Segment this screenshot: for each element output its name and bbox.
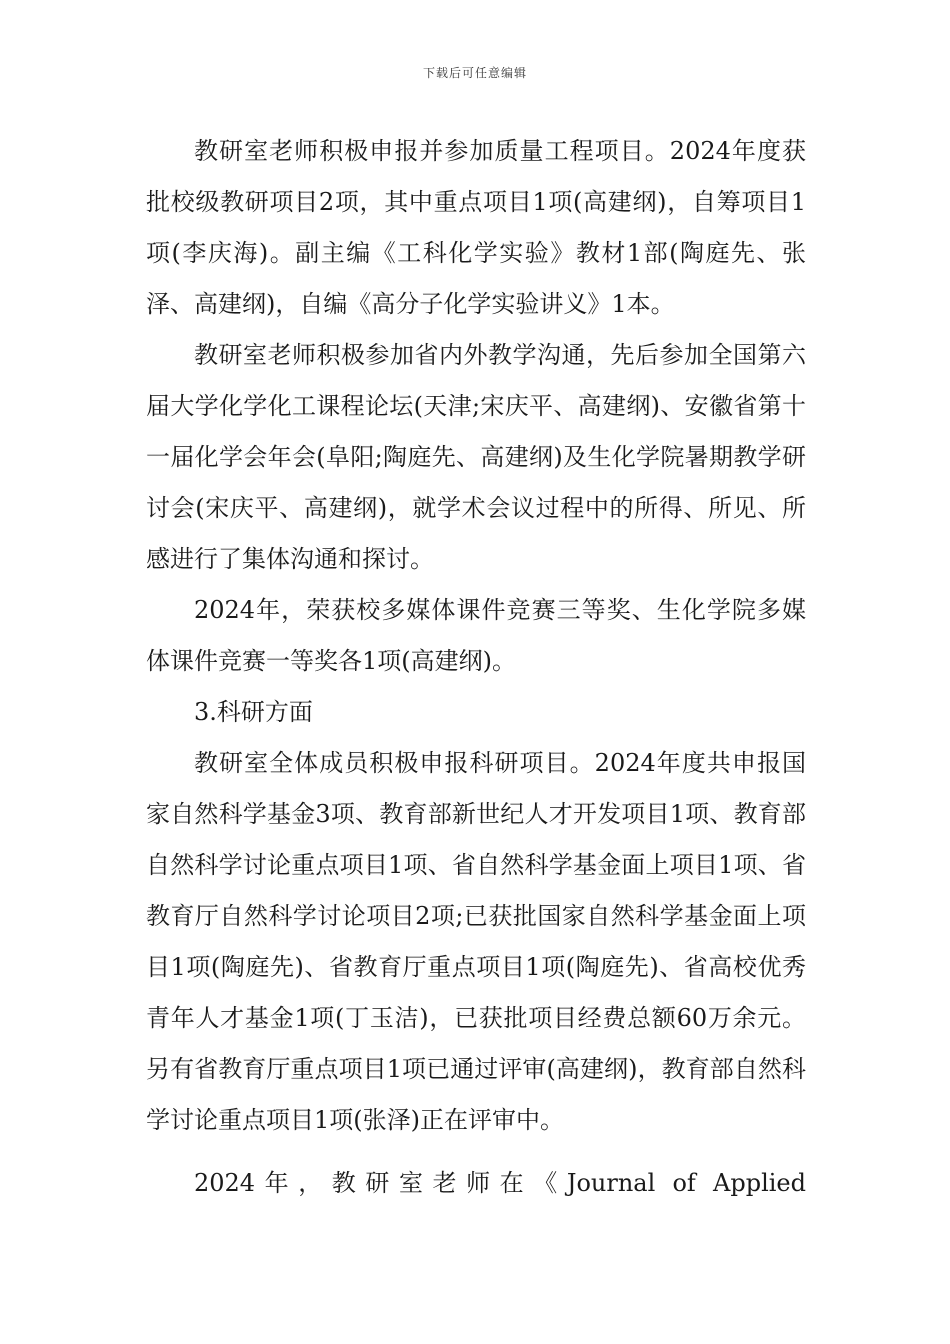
- page-header: 下载后可任意编辑: [422, 66, 527, 80]
- paragraph-teaching-exchange: 教研室老师积极参加省内外教学沟通，先后参加全国第六届大学化学化工课程论坛(天津;宋庆平、高建纲)、安徽省第十一届化学会年会(阜阳;陶庭先、高建纲)及生化学院暑期教学研讨会(宋庆平、高建纲)，就学术会议过程中的所得、所见、所感进行了集体沟通和探讨。: [146, 341, 806, 573]
- paragraph-courseware-awards: 2024年，荣获校多媒体课件竞赛三等奖、生化学院多媒体课件竞赛一等奖各1项(高建纲)。: [146, 596, 806, 675]
- paragraph-publications: 2024年，教研室老师在《Journal of Applied: [194, 1169, 806, 1197]
- section-heading-research: 3.科研方面: [194, 698, 313, 726]
- paragraph-quality-projects: 教研室老师积极申报并参加质量工程项目。2024年度获批校级教研项目2项，其中重点项目1项(高建纲)，自筹项目1项(李庆海)。副主编《工科化学实验》教材1部(陶庭先、张泽、高建纲)，自编《高分子化学实验讲义》1本。: [146, 137, 806, 318]
- paragraph-research-projects: 教研室全体成员积极申报科研项目。2024年度共申报国家自然科学基金3项、教育部新世纪人才开发项目1项、教育部自然科学讨论重点项目1项、省自然科学基金面上项目1项、省教育厅自然科学讨论项目2项;已获批国家自然科学基金面上项目1项(陶庭先)、省教育厅重点项目1项(陶庭先)、省高校优秀青年人才基金1项(丁玉洁)，已获批项目经费总额60万余元。另有省教育厅重点项目1项已通过评审(高建纲)，教育部自然科学讨论重点项目1项(张泽)正在评审中。: [146, 749, 806, 1134]
- document-body: [146, 126, 806, 1209]
